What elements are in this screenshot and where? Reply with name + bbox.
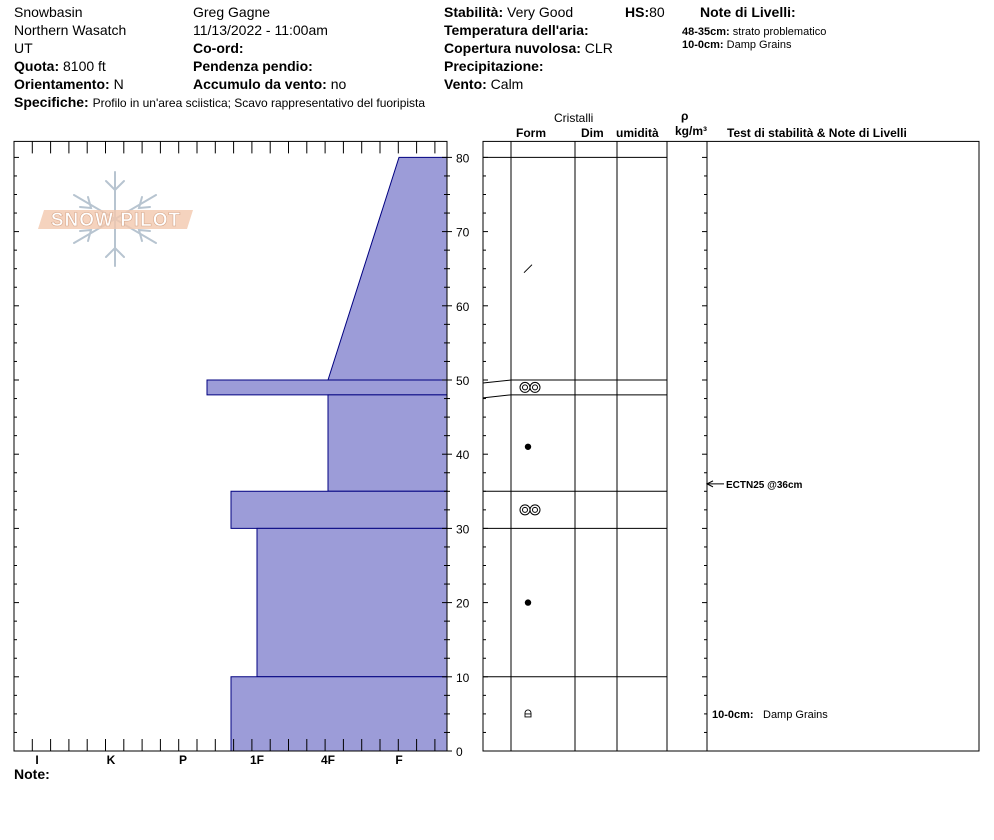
profile-table-frame	[483, 141, 979, 751]
crystals-header: Cristalli	[554, 111, 594, 125]
x-tick-label: F	[395, 753, 403, 767]
crystal-mark-rounded	[525, 444, 531, 450]
x-tick-label: I	[35, 753, 39, 767]
y-tick-label: 10	[456, 670, 470, 685]
crystal-mark-ring-left-inner	[523, 385, 528, 390]
layer-notes-title: Note di Livelli:	[700, 4, 796, 20]
air-temp-label: Temperatura dell'aria:	[444, 22, 589, 38]
location: Snowbasin	[14, 4, 83, 20]
crystal-mark-precipitation	[524, 265, 532, 273]
hs-label: HS:	[625, 4, 650, 20]
snowpilot-logo	[38, 172, 193, 266]
y-tick-label: 30	[456, 522, 470, 537]
layer-note-2-text: Damp Grains	[726, 39, 792, 51]
tests-header: Test di stabilità & Note di Livelli	[727, 126, 907, 140]
elevation-label: Quota:	[14, 58, 60, 74]
form-header: Form	[516, 126, 546, 140]
crystal-mark-melt	[525, 710, 531, 717]
mountain-range: Northern Wasatch	[14, 22, 127, 38]
wind-loading-label: Accumulo da vento:	[193, 76, 327, 92]
datetime: 11/13/2022 - 11:00am	[193, 22, 328, 38]
y-tick-label: 60	[456, 299, 470, 314]
stability-label: Stabilità:	[444, 4, 504, 20]
y-tick-label: 0	[456, 745, 463, 759]
x-tick-label: K	[106, 753, 116, 767]
crystal-mark-ring-left	[520, 505, 530, 515]
crystal-mark-ring-right-inner	[533, 385, 538, 390]
observer: Greg Gagne	[193, 4, 271, 20]
coord-label: Co-ord:	[193, 40, 244, 56]
crystal-mark-ring-left-inner	[523, 507, 528, 512]
x-tick-label: P	[178, 753, 188, 767]
hs-value: 80	[649, 4, 665, 20]
sky-label: Copertura nuvolosa:	[444, 40, 581, 56]
x-tick-label: 1F	[249, 753, 265, 767]
hardness-bar-3	[328, 395, 447, 491]
slope-label: Pendenza pendio:	[193, 58, 313, 74]
hardness-bar-6	[231, 677, 447, 751]
layer-note-1-range: 48-35cm:	[682, 26, 730, 38]
hardness-bar-1	[328, 157, 447, 380]
hardness-bar-5	[257, 528, 447, 676]
precip-label: Precipitazione:	[444, 58, 544, 74]
layer-annotation-text: Damp Grains	[763, 708, 828, 721]
test-annotation-text: ECTN25 @36cm	[726, 479, 803, 491]
crystal-mark-ring-right	[530, 382, 540, 392]
wind-value: Calm	[490, 76, 524, 92]
sky-value: CLR	[584, 40, 613, 56]
wind-loading-value: no	[330, 76, 347, 92]
crystal-mark-ring-right-inner	[533, 507, 538, 512]
aspect-label: Orientamento:	[14, 76, 110, 92]
y-tick-label: 50	[456, 374, 470, 388]
aspect-value: N	[113, 76, 124, 92]
specifics-label: Specifiche:	[14, 94, 89, 110]
x-tick-label: 4F	[320, 753, 336, 767]
y-tick-label: 80	[456, 151, 470, 166]
state: UT	[14, 40, 33, 56]
layer-annotation-range: 10-0cm:	[712, 708, 754, 721]
density-unit-header: kg/m³	[675, 124, 708, 138]
notes-label: Note:	[14, 766, 50, 782]
hardness-bar-2	[207, 380, 447, 395]
y-tick-label: 40	[456, 448, 470, 463]
crystal-mark-ring-right	[530, 505, 540, 515]
crystal-mark-rounded	[525, 599, 531, 605]
elevation-value: 8100 ft	[63, 58, 106, 74]
layer-note-1-text: strato problematico	[732, 26, 827, 38]
stability-value: Very Good	[507, 4, 574, 20]
size-header: Dim	[581, 126, 604, 140]
crystal-mark-ring-left	[520, 382, 530, 392]
specifics-value: Profilo in un'area sciistica; Scavo rappresentativo del fuoripista	[92, 96, 426, 110]
y-tick-label: 20	[456, 596, 470, 611]
hardness-bar-4	[231, 491, 447, 528]
layer-note-2-range: 10-0cm:	[682, 39, 724, 51]
rho-header: ρ	[681, 109, 689, 123]
y-tick-label: 70	[456, 225, 470, 240]
logo-text: SNOW PILOT	[50, 210, 182, 231]
moisture-header: umidità	[616, 126, 659, 140]
wind-label: Vento:	[444, 76, 487, 92]
